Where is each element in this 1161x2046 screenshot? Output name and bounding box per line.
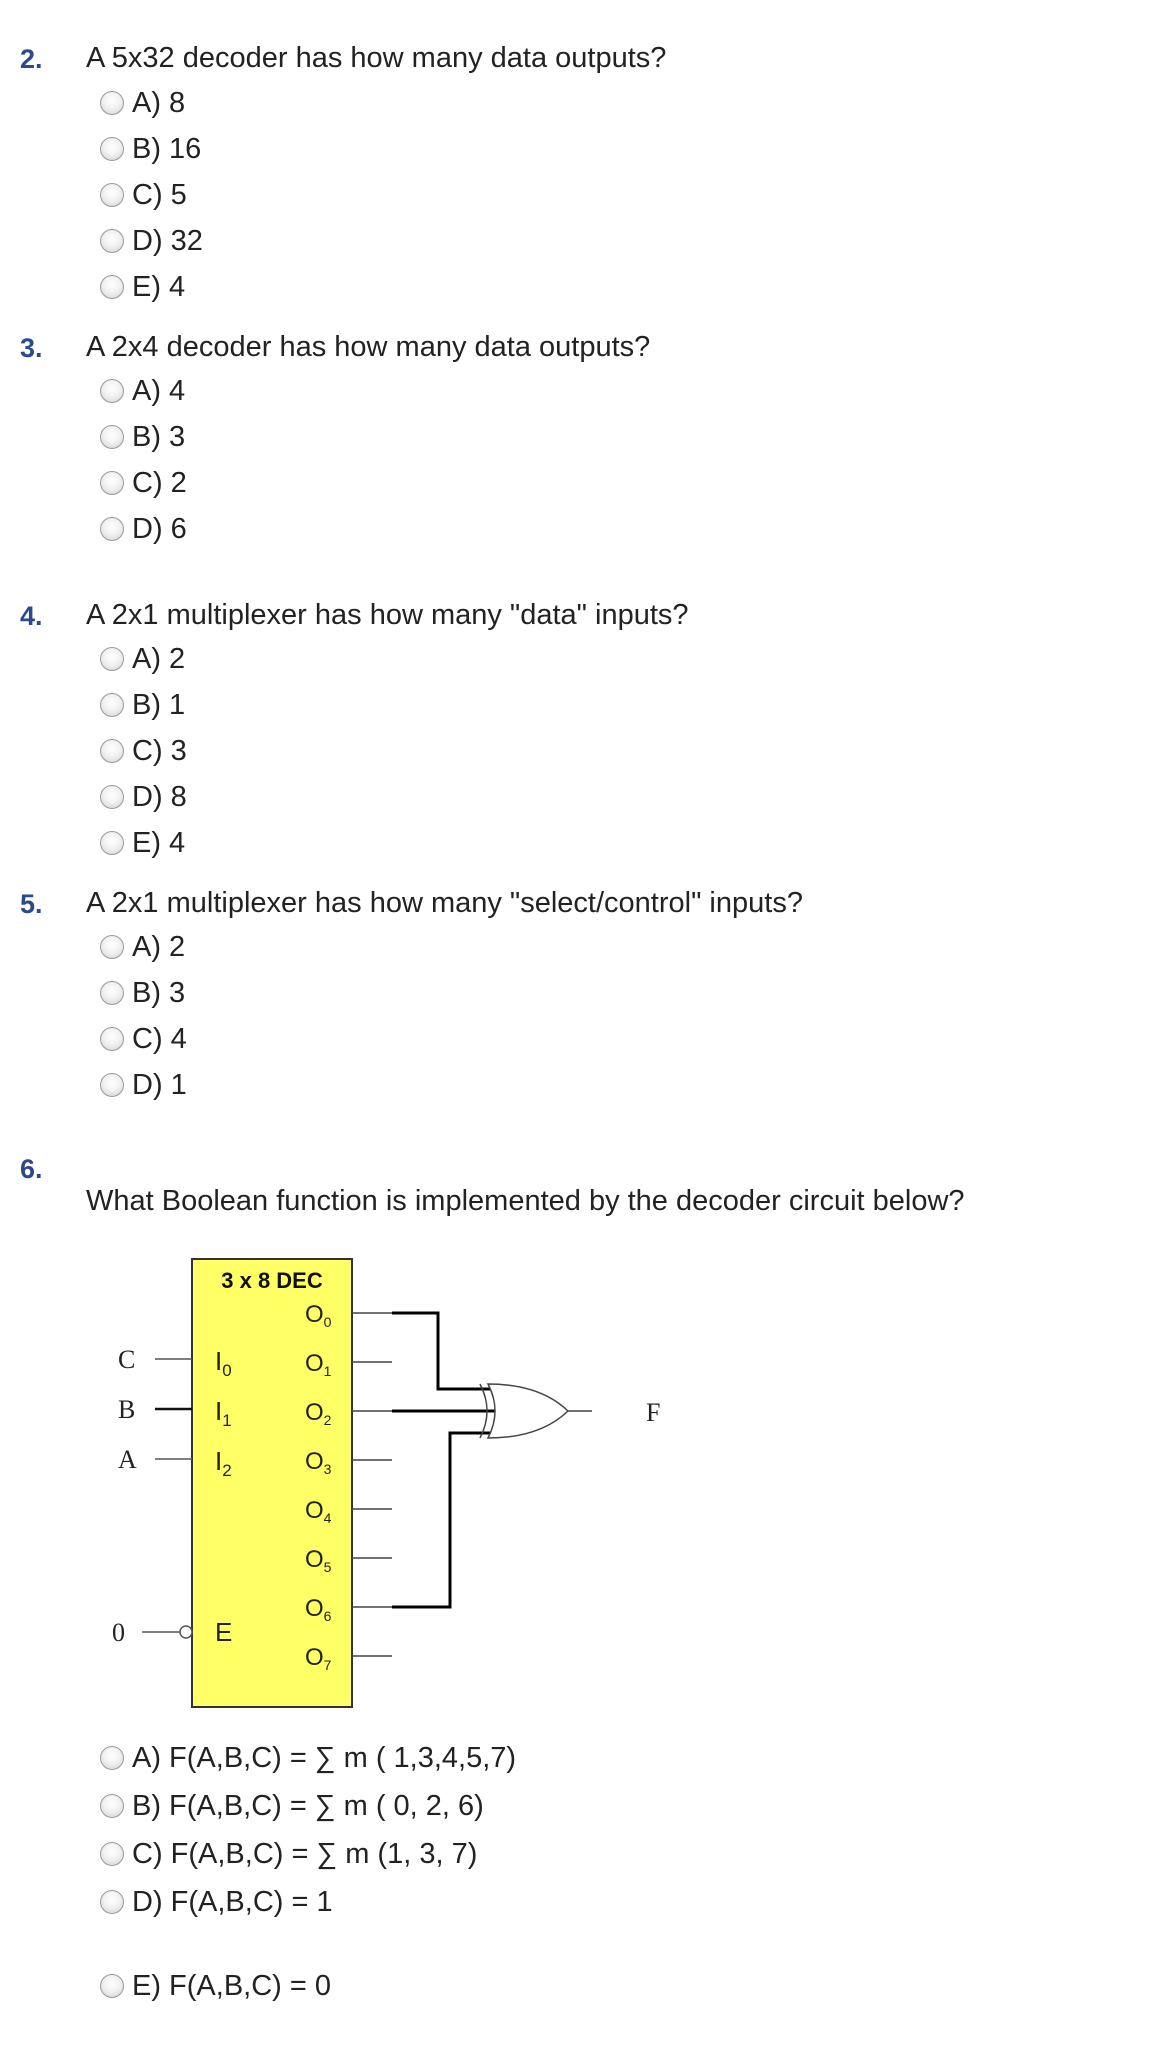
decoder-circuit-diagram xyxy=(100,1258,700,1718)
radio-button[interactable] xyxy=(100,647,124,671)
option-label: D) 8 xyxy=(132,780,187,813)
option-label: E) 4 xyxy=(132,826,186,859)
pin-o5: $O_5$ xyxy=(305,1546,332,1575)
enable-bubble xyxy=(180,1626,192,1638)
or-gate xyxy=(488,1384,568,1438)
question-text: A 2x4 decoder has how many data outputs? xyxy=(86,331,651,363)
option-label: A) 8 xyxy=(132,86,186,119)
option-label: A) F(A,B,C) = ∑ m ( 1,3,4,5,7) xyxy=(132,1741,517,1774)
option-label: A) 4 xyxy=(132,374,186,407)
pin-i2: $I_2$ xyxy=(215,1446,232,1480)
radio-button[interactable] xyxy=(100,981,124,1005)
radio-button[interactable] xyxy=(100,739,124,763)
radio-button[interactable] xyxy=(100,1974,124,1998)
radio-button[interactable] xyxy=(100,935,124,959)
radio-button[interactable] xyxy=(100,137,124,161)
question-number: 6. xyxy=(20,1154,43,1184)
option-label: C) 5 xyxy=(132,178,187,211)
question-number: 3. xyxy=(20,333,43,363)
option-c[interactable] xyxy=(100,1834,477,1874)
pin-o7: $O_7$ xyxy=(305,1644,332,1673)
pin-o6: $O_6$ xyxy=(305,1595,332,1624)
pin-o1: $O_1$ xyxy=(305,1350,332,1379)
option-label: E) F(A,B,C) = 0 xyxy=(132,1969,332,2002)
decoder-title: 3 x 8 DEC xyxy=(221,1268,323,1293)
pin-enable: E xyxy=(215,1617,233,1647)
option-label: D) 32 xyxy=(132,224,203,257)
question-text: What Boolean function is implemented by the decoder circuit below? xyxy=(86,1185,965,1217)
radio-button[interactable] xyxy=(100,1073,124,1097)
pin-o3: $O_3$ xyxy=(305,1448,332,1477)
option-c[interactable] xyxy=(100,1019,187,1059)
pin-o0: $O_0$ xyxy=(305,1301,332,1330)
option-a[interactable] xyxy=(100,1738,516,1778)
input-label-c: C xyxy=(118,1345,136,1374)
enable-value: 0 xyxy=(112,1618,125,1647)
option-label: C) 4 xyxy=(132,1022,187,1055)
option-b[interactable] xyxy=(100,417,185,457)
option-a[interactable] xyxy=(100,927,185,967)
option-b[interactable] xyxy=(100,973,185,1013)
radio-button[interactable] xyxy=(100,1842,124,1866)
pin-o4: $O_4$ xyxy=(305,1497,332,1526)
radio-button[interactable] xyxy=(100,1027,124,1051)
option-label: D) F(A,B,C) = 1 xyxy=(132,1885,333,1918)
option-label: A) 2 xyxy=(132,642,186,675)
option-label: B) 3 xyxy=(132,976,186,1009)
option-c[interactable] xyxy=(100,463,187,503)
option-d[interactable] xyxy=(100,221,203,261)
option-b[interactable] xyxy=(100,685,185,725)
option-label: D) 6 xyxy=(132,512,187,545)
option-e[interactable] xyxy=(100,823,185,863)
radio-button[interactable] xyxy=(100,785,124,809)
option-label: D) 1 xyxy=(132,1068,187,1101)
option-label: B) 3 xyxy=(132,420,186,453)
input-label-a: A xyxy=(118,1445,137,1474)
question-number: 5. xyxy=(20,889,43,919)
option-e[interactable] xyxy=(100,267,185,307)
radio-button[interactable] xyxy=(100,831,124,855)
option-a[interactable] xyxy=(100,371,185,411)
option-d[interactable] xyxy=(100,1065,187,1105)
question-text: A 2x1 multiplexer has how many "data" inputs? xyxy=(86,599,689,631)
radio-button[interactable] xyxy=(100,471,124,495)
option-label: B) 1 xyxy=(132,688,186,721)
radio-button[interactable] xyxy=(100,1890,124,1914)
option-label: A) 2 xyxy=(132,930,186,963)
option-label: B) 16 xyxy=(132,132,202,165)
radio-button[interactable] xyxy=(100,1746,124,1770)
question-text: A 2x1 multiplexer has how many "select/control" inputs? xyxy=(86,887,803,919)
option-d[interactable] xyxy=(100,509,187,549)
pin-i1: $I_1$ xyxy=(215,1396,232,1430)
option-d[interactable] xyxy=(100,777,187,817)
radio-button[interactable] xyxy=(100,425,124,449)
radio-button[interactable] xyxy=(100,517,124,541)
option-a[interactable] xyxy=(100,83,185,123)
radio-button[interactable] xyxy=(100,91,124,115)
option-label: B) F(A,B,C) = ∑ m ( 0, 2, 6) xyxy=(132,1789,484,1822)
option-c[interactable] xyxy=(100,175,187,215)
pin-i0: $I_0$ xyxy=(215,1346,232,1380)
option-label: C) 3 xyxy=(132,734,187,767)
option-label: C) F(A,B,C) = ∑ m (1, 3, 7) xyxy=(132,1837,478,1870)
output-label-f: F xyxy=(646,1398,661,1427)
option-label: E) 4 xyxy=(132,270,186,303)
option-d[interactable] xyxy=(100,1882,333,1922)
option-b[interactable] xyxy=(100,129,201,169)
radio-button[interactable] xyxy=(100,229,124,253)
radio-button[interactable] xyxy=(100,693,124,717)
question-number: 2. xyxy=(20,44,43,74)
radio-button[interactable] xyxy=(100,1794,124,1818)
option-label: C) 2 xyxy=(132,466,187,499)
or-gate-wires xyxy=(392,1313,500,1607)
option-a[interactable] xyxy=(100,639,185,679)
radio-button[interactable] xyxy=(100,183,124,207)
radio-button[interactable] xyxy=(100,275,124,299)
option-e[interactable] xyxy=(100,1966,331,2006)
question-text: A 5x32 decoder has how many data outputs? xyxy=(86,42,667,74)
radio-button[interactable] xyxy=(100,379,124,403)
option-b[interactable] xyxy=(100,1786,484,1826)
option-c[interactable] xyxy=(100,731,187,771)
pin-o2: $O_2$ xyxy=(305,1399,332,1428)
input-label-b: B xyxy=(118,1395,136,1424)
output-stubs xyxy=(352,1313,392,1656)
question-number: 4. xyxy=(20,601,43,631)
